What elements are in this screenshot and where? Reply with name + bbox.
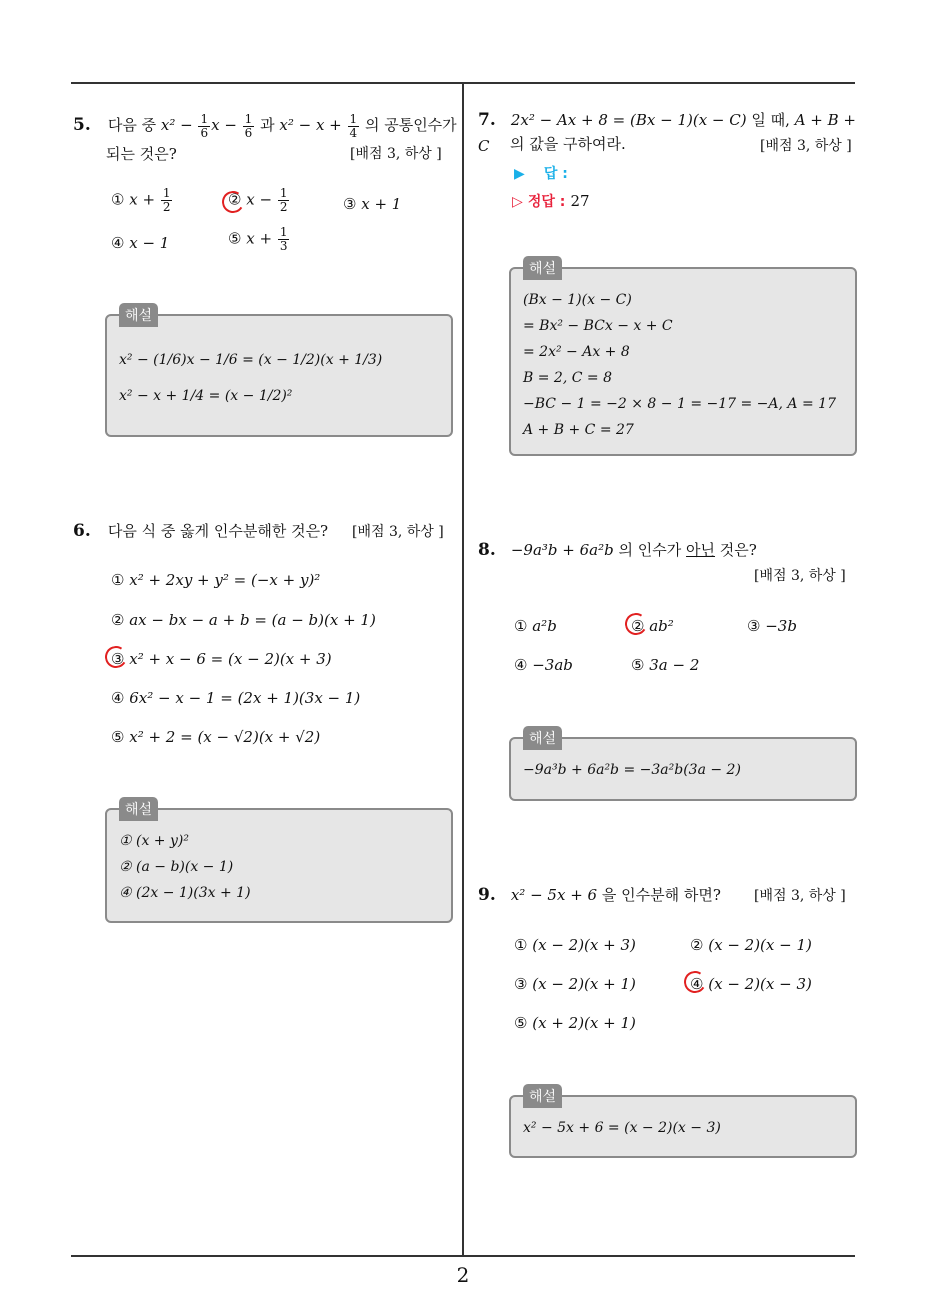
question-text-cont: 되는 것은? [106, 145, 177, 163]
column-divider [462, 83, 464, 1255]
choice-3[interactable]: ③ −3b [747, 617, 797, 635]
page-number: 2 [456, 1263, 470, 1287]
choice-5[interactable]: ⑤ 3a − 2 [631, 656, 700, 674]
correct-value: 27 [570, 192, 590, 210]
answer-label: 답 : [543, 166, 568, 182]
question-text: 다음 중 x² − $\frac{1}{6}$ x − $\frac{1}{6}$ 과 x² − x + $\frac{1}{4}$ 의 공통인수가 [107, 111, 457, 140]
choice-3[interactable]: ③ (x − 2)(x + 1) [514, 975, 636, 993]
solution-line: ④ (2x − 1)(3x + 1) [119, 885, 251, 901]
solution-line: (Bx − 1)(x − C) [523, 292, 632, 308]
solution-box [105, 802, 453, 923]
answer-field[interactable] [514, 163, 568, 183]
solution-line: = 2x² − Ax + 8 [523, 344, 630, 360]
choice-4[interactable]: ④ −3ab [514, 656, 573, 674]
question-text: −9a³b + 6a²b 의 인수가 아닌 것은? [510, 541, 757, 559]
choice-5[interactable]: ⑤ (x + 2)(x + 1) [514, 1014, 636, 1032]
question-number: 9. [478, 885, 496, 905]
solution-line: ② (a − b)(x − 1) [119, 859, 234, 875]
solution-line: B = 2, C = 8 [523, 370, 612, 386]
solution-box [509, 731, 857, 801]
choice-2[interactable]: ② x − $\frac{1}{2}$ [228, 186, 288, 214]
choice-2[interactable]: ② (x − 2)(x − 1) [690, 936, 812, 954]
choice-4[interactable]: ④ 6x² − x − 1 = (2x + 1)(3x − 1) [111, 689, 361, 707]
choice-4[interactable]: ④ (x − 2)(x − 3) [690, 975, 812, 993]
choice-5[interactable]: ⑤ x + $\frac{1}{3}$ [228, 225, 288, 253]
solution-box [509, 1089, 857, 1158]
play-arrow-icon: ▶ [514, 166, 525, 182]
bottom-rule [71, 1255, 855, 1257]
score-label: [배점 3, 하상 ] [754, 568, 846, 584]
solution-tag: 해설 [523, 726, 562, 750]
question-number: 6. [73, 521, 91, 541]
choice-1[interactable]: ① x + $\frac{1}{2}$ [111, 186, 171, 214]
solution-line: x² − (1/6)x − 1/6 = (x − 1/2)(x + 1/3) [119, 352, 383, 368]
choice-5[interactable]: ⑤ x² + 2 = (x − √2)(x + √2) [111, 728, 321, 746]
solution-line: ① (x + y)² [119, 833, 189, 849]
score-label: [배점 3, 하상 ] [352, 524, 444, 540]
correct-label: 정답 : [527, 194, 566, 210]
solution-line: x² − 5x + 6 = (x − 2)(x − 3) [523, 1120, 721, 1136]
solution-box [105, 308, 453, 437]
solution-tag: 해설 [523, 1084, 562, 1108]
solution-line: −9a³b + 6a²b = −3a²b(3a − 2) [523, 762, 741, 778]
solution-box [509, 261, 857, 456]
choice-2[interactable]: ② ax − bx − a + b = (a − b)(x + 1) [111, 611, 376, 629]
score-label: [배점 3, 하상 ] [754, 888, 846, 904]
score-label: [배점 3, 하상 ] [760, 138, 852, 154]
question-5 [73, 112, 458, 140]
question-text-cont: 의 값을 구하여라. [510, 135, 626, 153]
choice-4[interactable]: ④ x − 1 [111, 234, 170, 252]
choice-1[interactable]: ① (x − 2)(x + 3) [514, 936, 636, 954]
question-text: 다음 식 중 옳게 인수분해한 것은? [107, 522, 329, 540]
solution-line: x² − x + 1/4 = (x − 1/2)² [119, 388, 293, 404]
solution-tag: 해설 [119, 797, 158, 821]
solution-line: −BC − 1 = −2 × 8 − 1 = −17 = −A, A = 17 [523, 396, 836, 412]
choice-3[interactable]: ③ x + 1 [343, 195, 402, 213]
choice-1[interactable]: ① x² + 2xy + y² = (−x + y)² [111, 571, 321, 589]
question-number: 8. [478, 540, 496, 560]
solution-line: = Bx² − BCx − x + C [523, 318, 673, 334]
correct-answer [512, 191, 590, 211]
question-9 [478, 882, 721, 908]
question-text: x² − 5x + 6 을 인수분해 하면? [510, 886, 721, 904]
question-number: 5. [73, 115, 91, 135]
question-number: 7. [478, 110, 496, 130]
solution-line: A + B + C = 27 [523, 422, 634, 438]
question-8 [478, 537, 757, 563]
choice-3[interactable]: ③ x² + x − 6 = (x − 2)(x + 3) [111, 650, 332, 668]
solution-tag: 해설 [523, 256, 562, 280]
score-label: [배점 3, 하상 ] [350, 146, 442, 162]
question-text: 2x² − Ax + 8 = (Bx − 1)(x − C) 일 때, A + B + C [478, 111, 856, 155]
question-6 [73, 518, 328, 544]
choice-1[interactable]: ① a²b [514, 617, 557, 635]
solution-tag: 해설 [119, 303, 158, 327]
outline-arrow-icon: ▷ [512, 194, 523, 210]
choice-2[interactable]: ② ab² [631, 617, 674, 635]
